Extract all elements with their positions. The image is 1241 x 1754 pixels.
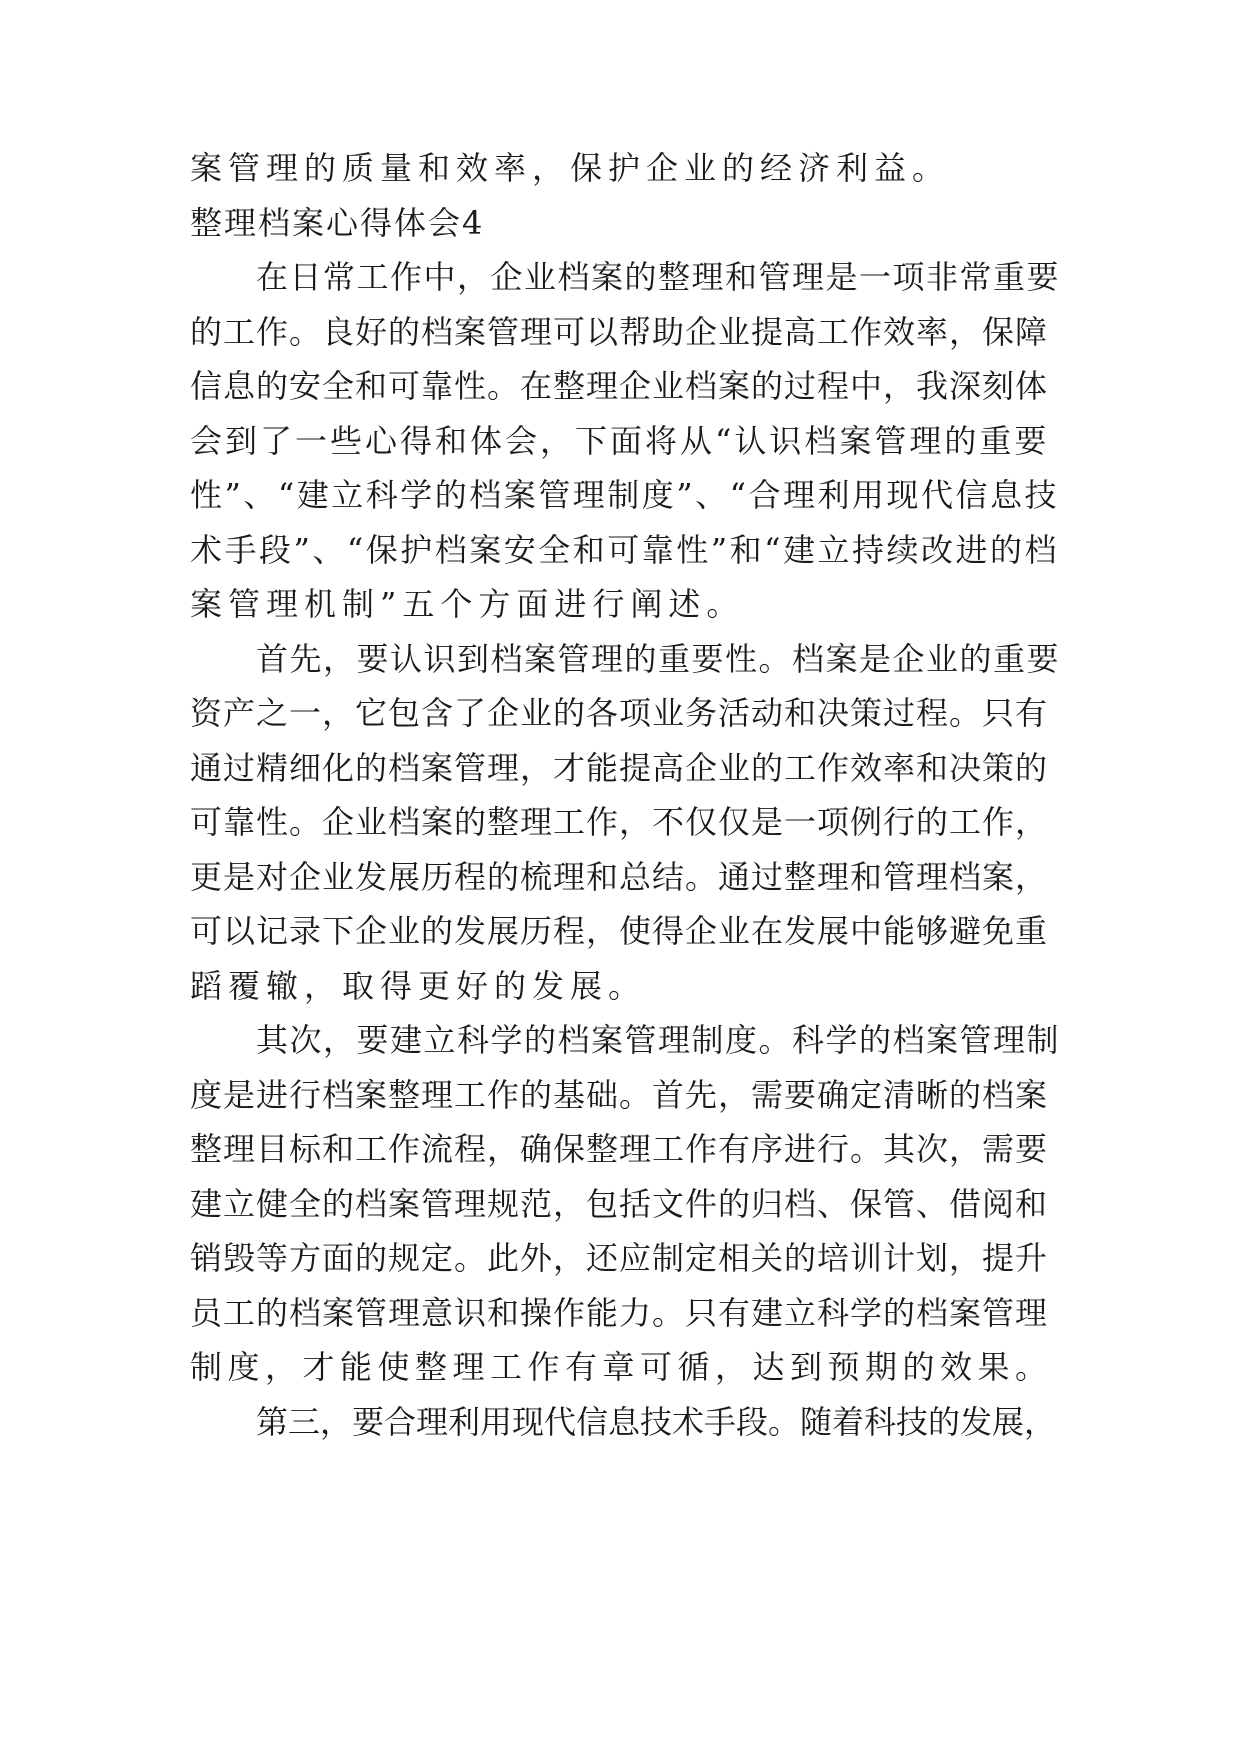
text-line: 案管理机制”五个方面进行阐述。 xyxy=(190,585,745,623)
text-line: 案管理的质量和效率，保护企业的经济利益。 xyxy=(190,149,951,187)
text-line: 性”、“建立科学的档案管理制度”、“合理利用现代信息技 xyxy=(190,476,1059,514)
text-line: 会到了一些心得和体会，下面将从“认识档案管理的重要 xyxy=(190,422,1050,460)
text-line: 资产之一，它包含了企业的各项业务活动和决策过程。只有 xyxy=(190,694,1049,732)
text-line: 整理目标和工作流程，确保整理工作有序进行。其次，需要 xyxy=(190,1130,1049,1168)
text-line: 建立健全的档案管理规范，包括文件的归档、保管、借阅和 xyxy=(190,1185,1049,1223)
text-line: 其次，要建立科学的档案管理制度。科学的档案管理制 xyxy=(256,1021,1061,1059)
text-line: 在日常工作中，企业档案的整理和管理是一项非常重要 xyxy=(256,258,1061,296)
text-line: 的工作。良好的档案管理可以帮助企业提高工作效率，保障 xyxy=(190,313,1049,351)
text-line: 度是进行档案整理工作的基础。首先，需要确定清晰的档案 xyxy=(190,1076,1049,1114)
text-line: 更是对企业发展历程的梳理和总结。通过整理和管理档案， xyxy=(190,858,1049,896)
text-line: 可靠性。企业档案的整理工作，不仅仅是一项例行的工作， xyxy=(190,803,1049,841)
text-line: 首先，要认识到档案管理的重要性。档案是企业的重要 xyxy=(256,640,1061,678)
text-line: 通过精细化的档案管理，才能提高企业的工作效率和决策的 xyxy=(190,749,1049,787)
text-line: 员工的档案管理意识和操作能力。只有建立科学的档案管理 xyxy=(190,1294,1049,1332)
text-line: 信息的安全和可靠性。在整理企业档案的过程中，我深刻体 xyxy=(190,367,1049,405)
text-line: 术手段”、“保护档案安全和可靠性”和“建立持续改进的档 xyxy=(190,531,1059,569)
text-line: 销毁等方面的规定。此外，还应制定相关的培训计划，提升 xyxy=(190,1239,1049,1277)
text-line: 可以记录下企业的发展历程，使得企业在发展中能够避免重 xyxy=(190,912,1049,950)
text-line: 蹈覆辙，取得更好的发展。 xyxy=(190,967,647,1005)
text-line: 制度，才能使整理工作有章可循，达到预期的效果。 xyxy=(190,1348,1053,1386)
section-heading: 整理档案心得体会4 xyxy=(190,204,485,242)
text-line: 第三，要合理利用现代信息技术手段。随着科技的发展， xyxy=(256,1403,1057,1441)
